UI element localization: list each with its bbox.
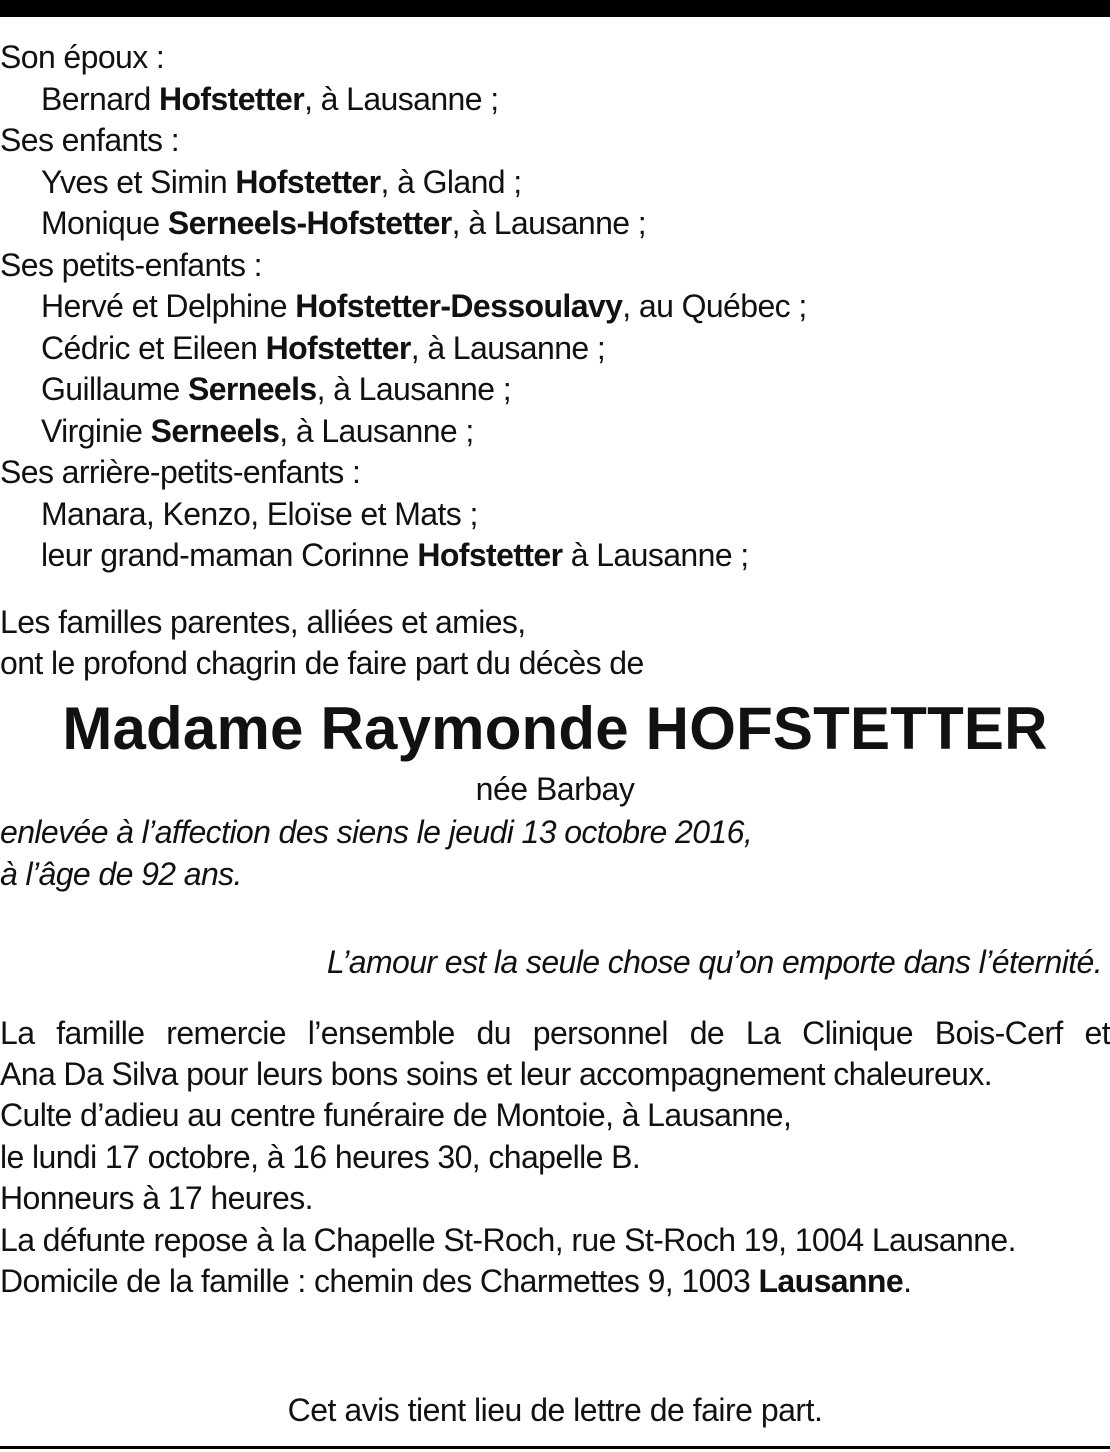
ceremony-line: le lundi 17 octobre, à 16 heures 30, chapelle B. [0, 1138, 641, 1175]
family-heading: Ses petits-enfants : [0, 246, 262, 283]
deceased-name: Madame Raymonde HOFSTETTER [62, 694, 1048, 762]
member-surname: Hofstetter-Dessoulavy [295, 288, 623, 324]
footer-note: Cet avis tient lieu de lettre de faire part. [287, 1392, 823, 1428]
death-notice [0, 37, 1110, 1303]
passing-line: enlevée à l’affection des siens le jeudi 13 octobre 2016, [0, 813, 753, 850]
member-surname: Hofstetter [158, 80, 305, 117]
member-surname: Serneels [150, 412, 280, 449]
spacer [0, 895, 1110, 941]
passing-line: à l’âge de 92 ans. [0, 855, 242, 892]
intro-line: Les familles parentes, alliées et amies, [0, 603, 526, 640]
intro-line: ont le profond chagrin de faire part du décès de [0, 645, 644, 681]
family-member [0, 203, 1110, 245]
domicile-city: Lausanne [758, 1263, 904, 1299]
member-text: , à Gland ; [380, 163, 522, 200]
member-text: , à Lausanne ; [451, 205, 647, 241]
ceremony-line: La défunte repose à la Chapelle St-Roch, rue St-Roch 19, 1004 Lausanne. [0, 1221, 1016, 1258]
thanks-line: Ana Da Silva pour leurs bons soins et leur accompagnement chaleureux. [0, 1055, 993, 1092]
family-member [0, 411, 1110, 453]
ceremony-line: Culte d’adieu au centre funéraire de Montoie, à Lausanne, [0, 1097, 792, 1133]
member-text: Monique [41, 205, 168, 241]
spacer [0, 983, 1110, 1013]
thanks-line: La famille remercie l’ensemble du personnel de La Clinique Bois-Cerf et [0, 1014, 1110, 1051]
family-member [0, 79, 1110, 121]
member-surname: Hofstetter [235, 163, 381, 200]
family-heading: Ses arrière-petits-enfants : [0, 454, 361, 490]
spacer [0, 577, 1110, 602]
member-surname: Serneels-Hofstetter [167, 205, 452, 241]
member-text: , à Lausanne ; [304, 80, 499, 117]
member-surname: Serneels [187, 371, 317, 407]
bottom-rule [0, 1446, 1110, 1449]
member-text: Guillaume [41, 371, 188, 407]
member-text: , au Québec ; [622, 288, 807, 324]
member-text: Virginie [41, 412, 151, 449]
member-text: Manara, Kenzo, Eloïse et Mats ; [41, 495, 478, 532]
domicile-line [0, 1261, 1110, 1303]
ceremony-line: Honneurs à 17 heures. [0, 1180, 313, 1216]
family-member [0, 369, 1110, 411]
member-text: Bernard [41, 80, 159, 117]
member-text: Cédric et Eileen [41, 329, 266, 366]
domicile-end: . [903, 1263, 912, 1299]
family-member [0, 494, 1110, 536]
family-member [0, 162, 1110, 204]
domicile-text: Domicile de la famille : chemin des Charmettes 9, 1003 [0, 1263, 759, 1299]
member-text: à Lausanne ; [562, 537, 749, 573]
member-surname: Hofstetter [265, 329, 411, 366]
member-text: leur grand-maman Corinne [41, 537, 418, 573]
quote: L’amour est la seule chose qu’on emporte dans l’éternité. [326, 943, 1102, 980]
family-list [0, 37, 1110, 577]
member-text: , à Lausanne ; [279, 412, 474, 449]
member-surname: Hofstetter [417, 537, 563, 573]
top-rule [0, 0, 1110, 17]
member-text: , à Lausanne ; [410, 329, 606, 366]
maiden-name: née Barbay [475, 770, 635, 807]
family-member [0, 535, 1110, 577]
family-member [0, 286, 1110, 328]
family-heading: Ses enfants : [0, 122, 179, 158]
member-text: Hervé et Delphine [41, 288, 296, 324]
member-text: Yves et Simin [41, 163, 236, 200]
family-member [0, 328, 1110, 370]
family-heading: Son époux : [0, 39, 165, 75]
member-text: , à Lausanne ; [316, 371, 512, 407]
